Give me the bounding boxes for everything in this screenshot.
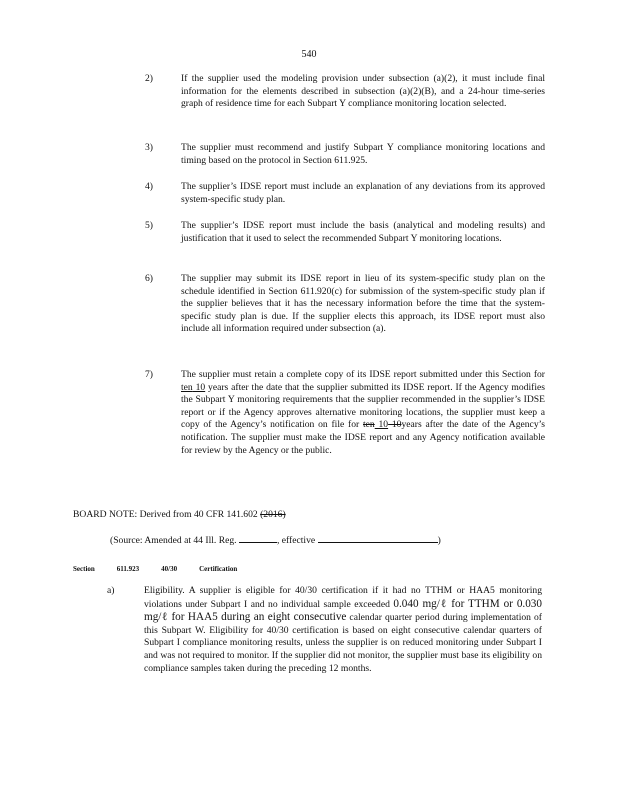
- text-run: The supplier must retain a complete copy of its IDSE report submitted under this Section for: [181, 369, 545, 380]
- list-item: [145, 73, 545, 111]
- page-number: 540: [301, 49, 317, 60]
- blank-line: [318, 534, 438, 543]
- struck-text: ten: [363, 419, 375, 431]
- section-fraction: 40/30: [161, 565, 178, 573]
- item-number: 6): [145, 273, 153, 284]
- item-number: 4): [145, 181, 153, 192]
- item-text: If the supplier used the modeling provision under subsection (a)(2), it must include final information for the elements described in subsection (a)(2)(B), and a 24-hour time-series graph of residence time for each Subpart Y compliance monitoring location selected.: [181, 73, 545, 110]
- item-number: 2): [145, 73, 153, 84]
- struck-text: 10: [388, 419, 402, 431]
- item-number: 3): [145, 142, 153, 153]
- inserted-text: 0.040 mg/ℓ for TTHM or 0.030 mg/ℓ for HAA5 during an eight consecutive: [144, 597, 542, 624]
- item-number: 7): [145, 369, 153, 380]
- item-text: The supplier’s IDSE report must include the basis (analytical and modeling results) and justification that it used to select the recommended Subpart Y monitoring locations.: [181, 220, 545, 244]
- section-title: Certification: [199, 565, 238, 573]
- blank-line: [239, 534, 277, 543]
- text-run: Eligibility. A supplier is eligible for 40/30 certification if it had no TTHM or HAA5 monitoring violations under Subpart I and no individual sample exceeded: [144, 585, 542, 610]
- section-label: Section: [73, 565, 95, 573]
- item-text: [181, 369, 545, 457]
- board-note-text: BOARD NOTE: Derived from 40 CFR 141.602: [73, 509, 261, 520]
- inserted-text: 10: [374, 419, 389, 431]
- inserted-text: 10: [192, 381, 206, 393]
- section-heading: [73, 563, 259, 576]
- source-close: ): [437, 535, 441, 546]
- struck-text: ten: [181, 381, 193, 393]
- list-item: [145, 142, 545, 167]
- item-text: The supplier’s IDSE report must include an explanation of any deviations from its approved system-specific study plan.: [181, 181, 545, 205]
- source-note: [110, 534, 550, 548]
- section-number: 611.923: [116, 565, 140, 573]
- list-item: [145, 220, 545, 245]
- board-note: [73, 509, 286, 522]
- list-item: [145, 181, 545, 206]
- text-run: years after the date of the Agency’s notification. The supplier must make the IDSE report and any Agency notification available for review by the Agency or the public.: [181, 419, 546, 456]
- struck-text: (2016): [260, 509, 286, 520]
- text-run: years after the date that the supplier submitted its IDSE report. If the Agency modifies the Subpart Y monitoring requirements that the supplier recommended in the supplier’s IDSE report or if the Agency approves alternative monitoring locations, the supplier must keep a copy of the Agency’s notification on file for: [181, 381, 545, 431]
- source-mid: , effective: [276, 535, 316, 546]
- item-text: The supplier must recommend and justify Subpart Y compliance monitoring locations and timing based on the protocol in Section 611.925.: [181, 142, 545, 166]
- list-item: [145, 273, 545, 336]
- list-item: [145, 369, 545, 457]
- item-text: [144, 585, 542, 675]
- source-open: (Source: Amended at 44 Ill. Reg.: [110, 535, 237, 546]
- item-number: 5): [145, 220, 153, 231]
- item-number: a): [107, 585, 115, 596]
- section-item: [107, 585, 542, 675]
- text-run: calendar quarter period during implementation of this Subpart W. Eligibility for 40/30 certification is based on eight consecutive calendar quarters of Subpart I compliance monitoring results, unless the supplier is on reduced monitoring under Subpart I and was not required to monitor. If the supplier did not monitor, the supplier must base its eligibility on compliance samples taken during the preceding 12 months.: [144, 612, 542, 674]
- item-text: The supplier may submit its IDSE report in lieu of its system-specific study plan on the schedule identified in Section 611.920(c) for submission of the system-specific study plan if the supplier believes that it has the necessary information before the time that the system-specific study plan is due. If the supplier elects this approach, its IDSE report must also include all information required under subsection (a).: [181, 273, 545, 335]
